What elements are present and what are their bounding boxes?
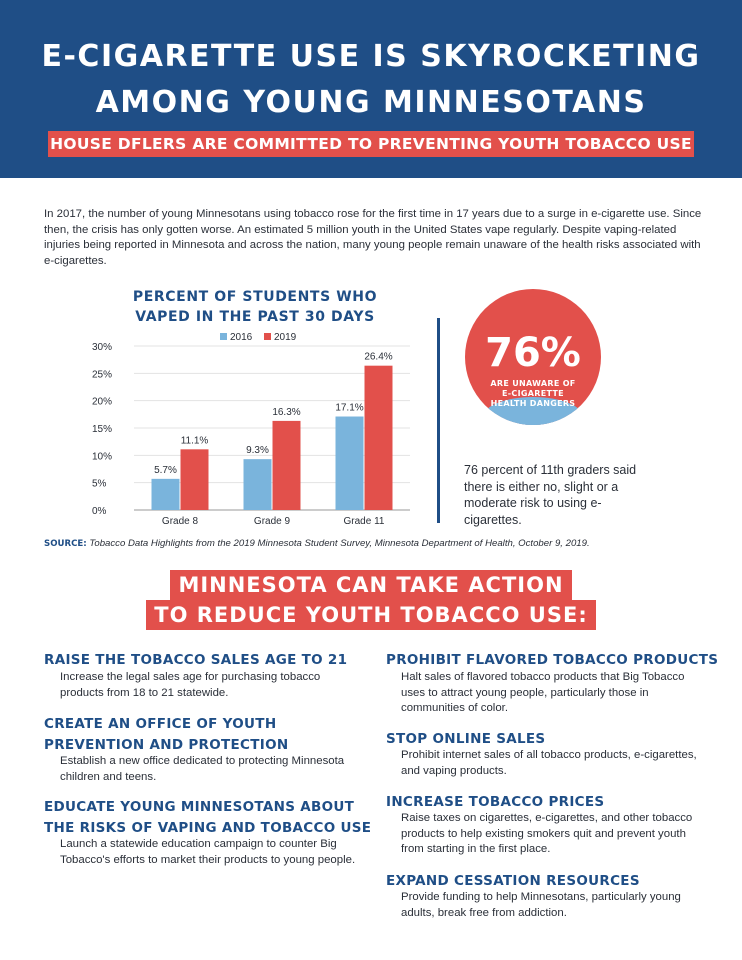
action-title-line: THE RISKS OF VAPING AND TOBACCO USE	[44, 820, 372, 836]
action-heading-line2: TO REDUCE YOUTH TOBACCO USE:	[146, 600, 595, 630]
action-title-line: PREVENTION AND PROTECTION	[44, 737, 289, 753]
action-title-line: INCREASE TOBACCO PRICES	[386, 794, 605, 810]
stat-caption-line2: E-CIGARETTE	[502, 389, 564, 398]
bar-value-label: 26.4%	[364, 351, 393, 363]
action-title-cessation	[386, 871, 640, 892]
y-tick-label: 25%	[92, 369, 113, 381]
bar-2019-grade-8	[181, 449, 209, 510]
bar-2016-grade-11	[336, 417, 364, 510]
source-label: SOURCE:	[44, 539, 87, 549]
action-desc-educate: Launch a statewide education campaign to counter Big Tobacco's efforts to market their products to young people.	[60, 838, 356, 866]
bar-value-label: 17.1%	[335, 402, 364, 414]
action-title-line: CREATE AN OFFICE OF YOUTH	[44, 716, 277, 732]
bar-value-label: 11.1%	[180, 435, 209, 447]
action-desc-prices: Raise taxes on cigarettes, e-cigarettes, and other tobacco products to help existing smokers quit and prevent youth from starting in the first place.	[401, 812, 693, 855]
bar-value-label: 16.3%	[272, 406, 301, 418]
action-heading-line1: MINNESOTA CAN TAKE ACTION	[170, 570, 571, 600]
y-tick-label: 30%	[92, 342, 113, 353]
legend-label-2016: 2016	[230, 332, 253, 343]
action-title-line: EXPAND CESSATION RESOURCES	[386, 873, 640, 889]
bar-value-label: 9.3%	[246, 445, 269, 457]
action-title-line: RAISE THE TOBACCO SALES AGE TO 21	[44, 652, 348, 668]
x-tick-label: Grade 9	[253, 516, 291, 527]
stat-caption-line1: ARE UNAWARE OF	[490, 379, 576, 388]
bar-2016-grade-8	[152, 479, 180, 510]
action-desc-cessation: Provide funding to help Minnesotans, particularly young adults, break free from addiction.	[401, 891, 681, 919]
bar-2019-grade-9	[273, 421, 301, 510]
action-title-online-sales	[386, 729, 545, 750]
bar-2016-grade-9	[244, 459, 272, 510]
y-tick-label: 0%	[92, 506, 107, 517]
action-title-line: PROHIBIT FLAVORED TOBACCO PRODUCTS	[386, 652, 719, 668]
x-tick-label: Grade 11	[343, 516, 385, 527]
action-title-flavored	[386, 650, 718, 671]
bar-value-label: 5.7%	[154, 464, 177, 476]
stat-description: 76 percent of 11th graders said there is either no, slight or a moderate risk to using e-cigarettes.	[464, 463, 637, 527]
y-tick-label: 5%	[92, 478, 107, 490]
action-title-sales-age	[44, 650, 347, 671]
section-divider	[437, 318, 440, 523]
intro-paragraph: In 2017, the number of young Minnesotans using tobacco rose for the first time in 17 years due to a surge in e-cigarette use. Since then, the crisis has only gotten worse. An estimated 5 million youth in the United States vape regularly. Despite vaping-related injuries being reported in Minnesota and across the nation, many young people remain unaware of the health risks associated with e-cigarettes.	[44, 208, 702, 267]
subtitle-strip: HOUSE DFLERS ARE COMMITTED TO PREVENTING YOUTH TOBACCO USE	[48, 131, 694, 157]
y-tick-label: 10%	[92, 451, 113, 463]
action-desc-flavored: Halt sales of flavored tobacco products that Big Tobacco uses to attract young people, particularly those in communities of color.	[401, 671, 685, 714]
chart-title-line1: PERCENT OF STUDENTS WHO	[132, 289, 378, 305]
stat-caption-line3: HEALTH DANGERS	[490, 399, 576, 408]
action-desc-sales-age: Increase the legal sales age for purchasing tobacco products from 18 to 21 statewide.	[60, 671, 321, 699]
header-banner	[0, 0, 742, 178]
action-heading-line2-wrap	[0, 600, 742, 630]
action-title-youth-office	[44, 714, 288, 756]
y-tick-label: 20%	[92, 396, 113, 408]
source-text: Tobacco Data Highlights from the 2019 Minnesota Student Survey, Minnesota Department of Health, October 9, 2019.	[89, 538, 590, 549]
stat-circle-caption	[465, 379, 601, 409]
legend-swatch-2016	[220, 333, 227, 340]
page-title-line1: E-CIGARETTE USE IS SKYROCKETING	[41, 39, 701, 74]
action-desc-youth-office: Establish a new office dedicated to protecting Minnesota children and teens.	[60, 755, 345, 783]
action-heading-line1-wrap	[0, 570, 742, 600]
action-title-prices	[386, 792, 604, 813]
legend-swatch-2019	[264, 333, 271, 340]
chart-title-line2: VAPED IN THE PAST 30 DAYS	[135, 309, 375, 325]
action-desc-online-sales: Prohibit internet sales of all tobacco products, e-cigarettes, and vaping products.	[401, 749, 697, 777]
source-note	[44, 537, 724, 551]
bar-2019-grade-11	[365, 366, 393, 510]
vaping-bar-chart	[88, 328, 418, 528]
action-title-line: EDUCATE YOUNG MINNESOTANS ABOUT	[44, 799, 355, 815]
y-tick-label: 15%	[92, 424, 113, 435]
page-title-line2: AMONG YOUNG MINNESOTANS	[95, 85, 647, 120]
stat-percent: 76%	[485, 330, 581, 376]
action-title-educate	[44, 797, 371, 839]
legend-label-2019: 2019	[274, 332, 297, 343]
action-title-line: STOP ONLINE SALES	[386, 731, 546, 747]
stat-circle	[465, 289, 601, 425]
x-tick-label: Grade 8	[161, 516, 199, 527]
